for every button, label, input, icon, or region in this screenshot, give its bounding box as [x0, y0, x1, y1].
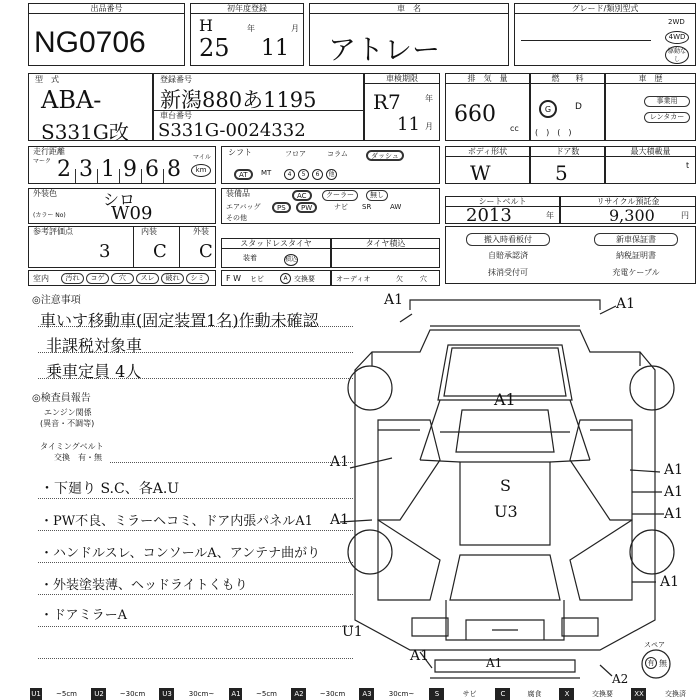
shift-other: 他 [326, 169, 337, 180]
mileage-digit: 6 [145, 157, 159, 182]
mileage-digit: 9 [123, 157, 137, 182]
diagram-mark-rear-left: A1 [410, 648, 430, 664]
inspector-title: ◎検査員報告 [32, 393, 91, 404]
diagram-mark-right-3: A1 [664, 506, 684, 522]
diagram-mark-right-2: A1 [664, 484, 684, 500]
legend-value: ~5cm [242, 688, 292, 700]
doc-warranty: 新車保証書 [594, 233, 678, 246]
legend-key: XX [632, 688, 646, 700]
inspector-rule-4 [38, 594, 353, 595]
fuel-box [530, 73, 605, 141]
drive-2wd: 2WD [668, 18, 685, 26]
registration-year: 25 [199, 34, 230, 62]
notes-title: ◎注意事項 [32, 295, 81, 306]
tire-load-box [331, 238, 440, 268]
model-label: 型 式 [35, 75, 59, 84]
doors-box [530, 146, 605, 184]
mileage-digit-separator [163, 169, 164, 183]
doc-signboard: 搬入時看板付 [466, 233, 550, 246]
spare-yes: 有 [645, 657, 657, 669]
seatbelt-value: 2013 [466, 205, 512, 226]
doc-charger: 充電ケーブル [612, 268, 660, 277]
legend-value: 腐食 [510, 688, 560, 700]
timing-sub: 交換 有・無 [54, 453, 102, 462]
score-box [28, 226, 216, 268]
equip-ps: PS [272, 202, 291, 213]
legend-value: 30cm~ [374, 688, 430, 700]
legend-value: 30cm~ [174, 688, 230, 700]
fw-box [221, 270, 331, 286]
month-unit: 月 [291, 24, 299, 33]
equip-pw: PW [296, 202, 317, 213]
inspector-line-5: ・ドアミラーA [40, 608, 127, 623]
color-code: W09 [111, 203, 153, 224]
first-registration-label: 初年度登録 [191, 4, 303, 14]
mileage-box [28, 146, 216, 184]
fw-a: A [280, 273, 291, 284]
legend-key: A1 [231, 690, 241, 698]
mileage-digit: 8 [167, 157, 181, 182]
reg-no-value: 新潟880あ1195 [160, 88, 317, 112]
capacity-label: 最大積載量 [606, 147, 695, 157]
recycle-value: 9,300 [609, 206, 655, 225]
fw-crack: ヒビ [250, 275, 264, 283]
inspector-rule-5 [38, 626, 353, 627]
diagram-mark-roof-right: A1 [616, 296, 636, 312]
interior-condition: シミ [186, 273, 209, 284]
inspector-rule-0 [110, 462, 353, 463]
score-label: 参考評価点 [33, 227, 73, 236]
inspector-line-3: ・ハンドルスレ、コンソールA、アンテナ曲がり [40, 546, 321, 561]
inspection-month-value: 11 [397, 114, 420, 135]
chassis-no-value: S331G-0024332 [158, 120, 306, 141]
usage-business: 事業用 [644, 96, 690, 107]
studless-label: スタッドレスタイヤ [222, 239, 330, 249]
mileage-digit: 3 [79, 157, 93, 182]
diagram-mark-rear-bottom: A1 [486, 656, 503, 670]
interior-value: C [153, 241, 167, 262]
diagram-mark-rear-right: A2 [612, 672, 629, 686]
shift-column: コラム [327, 150, 348, 158]
diagram-mark-center-u3: U3 [494, 502, 518, 521]
car-name-value: アトレー [328, 33, 441, 66]
mileage-digit-separator [97, 169, 98, 183]
equipment-box [221, 188, 440, 224]
shift-4: 4 [284, 169, 295, 180]
reg-no-label: 登録番号 [160, 75, 192, 84]
interior-condition: 汚れ [61, 273, 84, 284]
lot-number-label: 出品番号 [29, 4, 184, 14]
legend-value: 交換済 [646, 688, 700, 700]
equip-ac: AC [292, 190, 312, 201]
interior-condition: 破れ [161, 273, 184, 284]
drive-4wd: 4WD [665, 31, 689, 44]
interior-status-label: 室内 [33, 274, 49, 283]
legend-key: S [430, 688, 444, 700]
legend-key: A3 [360, 688, 374, 700]
usage-rental: レンタカー [644, 112, 690, 123]
mileage-unit-top: マイル [193, 154, 211, 161]
interior-label: 内装 [141, 227, 157, 236]
seatbelt-unit: 年 [546, 211, 554, 220]
airbag-label: エアバッグ [226, 203, 261, 211]
audio-hole: 穴 [420, 275, 427, 283]
audio-missing: 欠 [396, 275, 403, 283]
mileage-digit-separator [119, 169, 120, 183]
shift-6: 6 [312, 169, 323, 180]
doc-insurance: 自賠承認済 [488, 251, 528, 260]
equip-none: 無し [366, 190, 388, 201]
capacity-box [605, 146, 696, 184]
docs-box [445, 226, 696, 284]
inspector-rule-1 [38, 498, 353, 499]
audio-label: オーディオ [336, 275, 371, 283]
engine-label: エンジン関係 [44, 408, 92, 417]
displacement-unit: cc [510, 124, 519, 133]
seatbelt-box [445, 196, 560, 224]
note-line-2: 非課税対象車 [46, 336, 143, 355]
inspection-month-unit: 月 [425, 122, 433, 131]
shift-mt: MT [261, 169, 272, 177]
body-label: ボディ形状 [446, 147, 529, 157]
inspection-box [364, 73, 440, 141]
equipment-label: 装備品 [226, 189, 250, 198]
color-value: シロ [103, 190, 136, 209]
usage-box [605, 73, 696, 141]
fuel-d: D [575, 102, 582, 112]
other-label: その他 [226, 214, 247, 222]
year-unit: 年 [247, 24, 255, 33]
registration-box [153, 73, 364, 141]
displacement-box [445, 73, 530, 141]
drive-none: 駆動なし [665, 46, 689, 64]
doors-label: ドア数 [531, 147, 604, 157]
legend-value: ~5cm [42, 688, 92, 700]
diagram-mark-right-4: A1 [660, 574, 680, 590]
diagram-mark-left-front: A1 [330, 454, 350, 470]
tire-load-label: タイヤ積込 [332, 239, 439, 249]
color-box [28, 188, 216, 224]
studless-loaded: 積込 [284, 254, 298, 266]
inspector-rule-6 [38, 658, 353, 659]
legend-key: C [496, 688, 510, 700]
shift-box [221, 146, 440, 184]
doc-tax: 納税証明書 [616, 251, 656, 260]
studless-mounted: 装着 [243, 254, 257, 262]
seatbelt-label: シートベルト [446, 197, 559, 207]
color-label: 外装色 [33, 189, 57, 198]
exterior-label: 外装 [193, 227, 209, 236]
doors-value: 5 [555, 161, 568, 185]
diagram-mark-left-rear: U1 [342, 624, 363, 640]
capacity-unit: t [686, 161, 690, 170]
spare-no: 無 [659, 659, 667, 668]
legend-key: U1 [31, 690, 41, 698]
equip-navi: ナビ [334, 203, 348, 211]
lot-number-box [28, 3, 185, 66]
body-value: W [470, 161, 491, 185]
recycle-box [560, 196, 696, 224]
mileage-digit: 1 [101, 157, 115, 182]
equip-aw: AW [390, 203, 402, 211]
shift-5: 5 [298, 169, 309, 180]
inspector-rule-3 [38, 562, 353, 563]
audio-box [331, 270, 440, 286]
diagram-mark-roof-left: A1 [384, 292, 404, 308]
doc-cancel: 抹消受付可 [488, 268, 528, 277]
mileage-digit-separator [141, 169, 142, 183]
inspection-year-unit: 年 [425, 94, 433, 103]
mileage-unit-km: km [191, 164, 211, 177]
timing-label: タイミングベルト [40, 442, 104, 451]
legend-key: U2 [92, 688, 106, 700]
legend-key: X [560, 688, 574, 700]
note-line-3: 乗車定員 4人 [46, 362, 142, 381]
fuel-label: 燃 料 [531, 74, 604, 84]
interior-condition: 穴 [111, 273, 134, 284]
diagram-mark-center-s: S [500, 476, 511, 495]
lot-number-value: NG0706 [34, 26, 146, 59]
displacement-label: 排 気 量 [446, 74, 529, 84]
score-divider-2 [179, 227, 180, 267]
note-line-1: 車いす移動車(固定装置1名)作動未確認 [40, 311, 319, 330]
body-box [445, 146, 530, 184]
diagram-mark-right-1: A1 [664, 462, 684, 478]
inspector-rule-2 [38, 530, 353, 531]
shift-label: シフト [228, 148, 252, 157]
fuel-g: G [539, 100, 557, 118]
inspector-line-1: ・下廻り S.C、各A.U [40, 481, 180, 497]
grade-box [514, 3, 696, 66]
grade-label: グレード/類別型式 [515, 4, 695, 14]
chassis-divider [154, 110, 363, 111]
recycle-label: リサイクル預託金 [561, 197, 695, 207]
legend-value: 交換要 [574, 688, 632, 700]
interior-status-box [28, 270, 216, 286]
fw-label: F W [226, 274, 242, 283]
chassis-label: 車台番号 [160, 111, 192, 120]
shift-floor: フロア [285, 150, 306, 158]
color-sub-label: (カラー No) [33, 212, 66, 219]
model-code-line1: ABA- [41, 86, 102, 114]
equip-sr: SR [362, 203, 372, 211]
equip-cooler: クーラー [322, 190, 358, 201]
score-divider-1 [133, 227, 134, 267]
usage-label: 車 歴 [606, 74, 695, 84]
era: H [199, 16, 213, 35]
legend-key: A2 [292, 688, 306, 700]
shift-dash: ダッシュ [366, 150, 404, 161]
studless-box [221, 238, 331, 268]
displacement-value: 660 [454, 102, 496, 127]
legend-value: サビ [444, 688, 496, 700]
diagram-mark-windshield: A1 [494, 390, 516, 409]
model-code-line2: S331G改 [41, 120, 129, 144]
legend-value: ~30cm [306, 688, 360, 700]
diagram-mark-left-mid: A1 [330, 512, 350, 528]
exterior-value: C [199, 241, 213, 262]
fuel-brackets: ( ) ( ) [535, 128, 572, 137]
inspector-line-4: ・外装塗装薄、ヘッドライトくもり [40, 578, 248, 593]
registration-month: 11 [261, 36, 289, 61]
first-registration-box [190, 3, 304, 66]
interior-condition: スレ [136, 273, 159, 284]
mileage-digit-separator [75, 169, 76, 183]
spare-label: スペア [644, 641, 665, 649]
car-name-label: 車 名 [310, 4, 508, 14]
inspection-value: R7 [373, 90, 401, 114]
grade-line [521, 40, 651, 41]
recycle-unit: 円 [681, 211, 689, 220]
model-box [28, 73, 153, 144]
legend-value: ~30cm [106, 688, 160, 700]
mileage-label: 走行距離 [33, 147, 65, 156]
interior-condition: コゲ [86, 273, 109, 284]
mileage-digit: 2 [57, 157, 71, 182]
engine-sub-label: (異音・不調等) [40, 419, 95, 428]
inspection-label: 車検期限 [365, 74, 439, 84]
car-name-box [309, 3, 509, 66]
fw-replace: 交換要 [294, 275, 315, 283]
legend-key: U3 [160, 688, 174, 700]
inspector-line-2: ・PW不良、ミラーヘコミ、ドア内張パネルA1 [40, 514, 313, 529]
mileage-mark-label: マーク [33, 158, 52, 165]
score-value: 3 [99, 241, 111, 262]
shift-at: AT [234, 169, 253, 180]
